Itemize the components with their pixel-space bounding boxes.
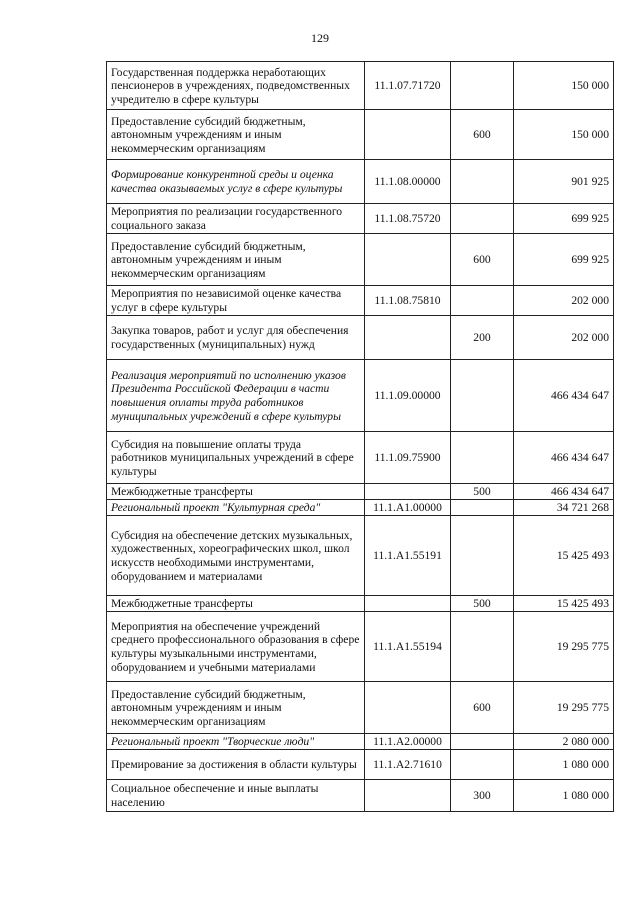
row-expense-type-cell: 600 — [451, 234, 514, 286]
row-expense-type-cell — [451, 734, 514, 750]
row-amount-cell: 34 721 268 — [514, 500, 614, 516]
row-amount-cell: 15 425 493 — [514, 516, 614, 596]
table-row — [107, 780, 614, 812]
row-expense-type-cell: 500 — [451, 596, 514, 612]
row-amount-cell: 466 434 647 — [514, 360, 614, 432]
row-name-cell: Социальное обеспечение и иные выплаты населению — [107, 780, 365, 812]
row-amount-cell: 19 295 775 — [514, 682, 614, 734]
row-code-cell: 11.1.07.71720 — [365, 62, 451, 110]
row-amount-cell: 15 425 493 — [514, 596, 614, 612]
row-expense-type-cell — [451, 432, 514, 484]
row-name-cell: Закупка товаров, работ и услуг для обеспечения государственных (муниципальных) нужд — [107, 316, 365, 360]
row-name-cell: Региональный проект "Культурная среда" — [107, 500, 365, 516]
table-row — [107, 286, 614, 316]
row-amount-cell: 466 434 647 — [514, 484, 614, 500]
row-code-cell: 11.1.A1.55191 — [365, 516, 451, 596]
table-row — [107, 750, 614, 780]
row-name-cell: Предоставление субсидий бюджетным, автономным учреждениям и иным некоммерческим организациям — [107, 682, 365, 734]
table-row — [107, 110, 614, 160]
row-expense-type-cell — [451, 750, 514, 780]
row-expense-type-cell — [451, 286, 514, 316]
row-amount-cell: 202 000 — [514, 316, 614, 360]
row-expense-type-cell: 200 — [451, 316, 514, 360]
row-amount-cell: 202 000 — [514, 286, 614, 316]
row-name-cell: Региональный проект "Творческие люди" — [107, 734, 365, 750]
row-expense-type-cell — [451, 160, 514, 204]
row-expense-type-cell: 600 — [451, 110, 514, 160]
table-row — [107, 234, 614, 286]
row-amount-cell: 150 000 — [514, 110, 614, 160]
row-name-cell: Мероприятия на обеспечение учреждений среднего профессионального образования в сфере культуры музыкальными инструментами, оборудованием и учебными материалами — [107, 612, 365, 682]
row-expense-type-cell — [451, 612, 514, 682]
row-code-cell — [365, 682, 451, 734]
row-amount-cell: 699 925 — [514, 234, 614, 286]
row-code-cell: 11.1.A1.00000 — [365, 500, 451, 516]
row-amount-cell: 2 080 000 — [514, 734, 614, 750]
table-row — [107, 682, 614, 734]
budget-table — [106, 61, 614, 812]
table-row — [107, 734, 614, 750]
table-row — [107, 432, 614, 484]
table-row — [107, 596, 614, 612]
row-code-cell — [365, 484, 451, 500]
row-name-cell: Субсидия на повышение оплаты труда работников муниципальных учреждений в сфере культуры — [107, 432, 365, 484]
row-code-cell: 11.1.A1.55194 — [365, 612, 451, 682]
row-amount-cell: 19 295 775 — [514, 612, 614, 682]
row-expense-type-cell — [451, 62, 514, 110]
row-name-cell: Премирование за достижения в области культуры — [107, 750, 365, 780]
row-code-cell: 11.1.A2.71610 — [365, 750, 451, 780]
table-row — [107, 612, 614, 682]
row-name-cell: Межбюджетные трансферты — [107, 484, 365, 500]
table-row — [107, 62, 614, 110]
page-number: 129 — [311, 31, 329, 45]
row-code-cell: 11.1.A2.00000 — [365, 734, 451, 750]
row-amount-cell: 699 925 — [514, 204, 614, 234]
row-amount-cell: 466 434 647 — [514, 432, 614, 484]
row-name-cell: Мероприятия по независимой оценке качества услуг в сфере культуры — [107, 286, 365, 316]
budget-table-body — [107, 62, 614, 812]
row-name-cell: Реализация мероприятий по исполнению указов Президента Российской Федерации в части повышения оплаты труда работников муниципальных учреждений в сфере культуры — [107, 360, 365, 432]
row-code-cell — [365, 316, 451, 360]
table-row — [107, 516, 614, 596]
table-row — [107, 360, 614, 432]
row-name-cell: Государственная поддержка неработающих пенсионеров в учреждениях, подведомственных учредителю в сфере культуры — [107, 62, 365, 110]
row-amount-cell: 1 080 000 — [514, 780, 614, 812]
row-code-cell — [365, 234, 451, 286]
row-amount-cell: 901 925 — [514, 160, 614, 204]
row-code-cell — [365, 780, 451, 812]
row-name-cell: Предоставление субсидий бюджетным, автономным учреждениям и иным некоммерческим организациям — [107, 110, 365, 160]
row-expense-type-cell: 600 — [451, 682, 514, 734]
row-amount-cell: 1 080 000 — [514, 750, 614, 780]
row-name-cell: Мероприятия по реализации государственного социального заказа — [107, 204, 365, 234]
row-expense-type-cell: 500 — [451, 484, 514, 500]
table-row — [107, 316, 614, 360]
row-name-cell: Предоставление субсидий бюджетным, автономным учреждениям и иным некоммерческим организациям — [107, 234, 365, 286]
row-code-cell: 11.1.08.75720 — [365, 204, 451, 234]
row-code-cell: 11.1.09.75900 — [365, 432, 451, 484]
row-expense-type-cell — [451, 360, 514, 432]
row-code-cell: 11.1.08.00000 — [365, 160, 451, 204]
row-expense-type-cell — [451, 204, 514, 234]
row-expense-type-cell: 300 — [451, 780, 514, 812]
row-name-cell: Субсидия на обеспечение детских музыкальных, художественных, хореографических школ, школ искусств необходимыми инструментами, оборудованием и материалами — [107, 516, 365, 596]
table-row — [107, 204, 614, 234]
table-row — [107, 500, 614, 516]
table-row — [107, 160, 614, 204]
row-amount-cell: 150 000 — [514, 62, 614, 110]
row-expense-type-cell — [451, 500, 514, 516]
row-code-cell — [365, 110, 451, 160]
row-name-cell: Межбюджетные трансферты — [107, 596, 365, 612]
row-code-cell — [365, 596, 451, 612]
row-code-cell: 11.1.09.00000 — [365, 360, 451, 432]
row-name-cell: Формирование конкурентной среды и оценка качества оказываемых услуг в сфере культуры — [107, 160, 365, 204]
row-expense-type-cell — [451, 516, 514, 596]
table-row — [107, 484, 614, 500]
row-code-cell: 11.1.08.75810 — [365, 286, 451, 316]
